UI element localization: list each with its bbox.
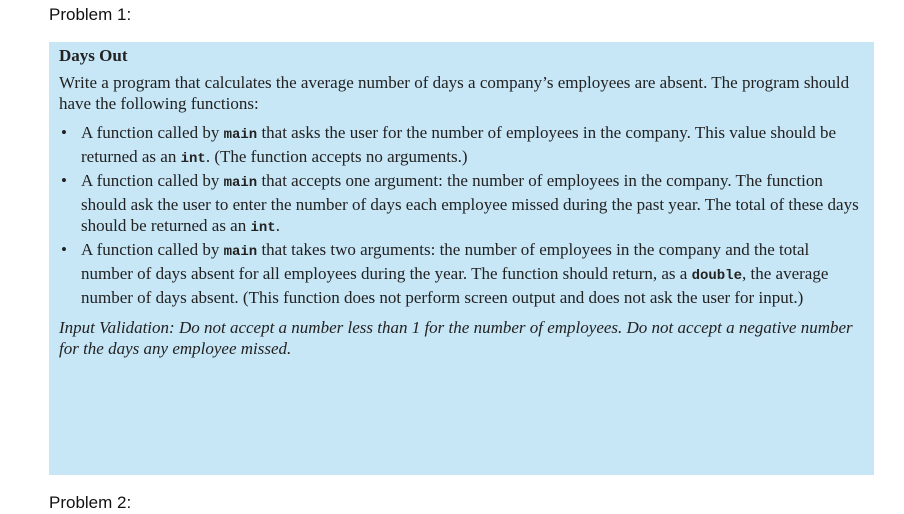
- bullet-text: A function called by: [81, 240, 224, 259]
- bullet-text: that accepts one argument: the number of employees in the company. The function should ask the user to enter the number of days each employee missed during the past year. The total of these days should be returned as an: [81, 171, 859, 235]
- bullet-text: that takes two arguments: the number of employees in the company and the total number of days absent for all employees during the year. The function should return, as a: [81, 240, 810, 283]
- code-term: main: [223, 175, 258, 191]
- problem-intro: Write a program that calculates the average number of days a company’s employees are absent. The program should have the following functions:: [59, 73, 850, 113]
- code-term: main: [223, 127, 258, 143]
- bullet-text: that asks the user for the number of employees in the company. This value should be returned as an: [81, 123, 836, 166]
- requirements-list: [59, 122, 864, 308]
- bullet-icon: •: [61, 123, 67, 142]
- list-item: [59, 170, 864, 239]
- bullet-text: , the average number of days absent. (This function does not perform screen output and does not ask the user for input.): [81, 264, 829, 307]
- code-term: int: [250, 220, 276, 236]
- bullet-icon: •: [61, 171, 67, 190]
- bullet-text: A function called by: [81, 171, 224, 190]
- code-term: double: [691, 268, 742, 284]
- problem-title: Days Out: [59, 46, 128, 65]
- bullet-text: .: [275, 216, 280, 235]
- list-item: [59, 122, 864, 170]
- bullet-text: . (The function accepts no arguments.): [205, 147, 468, 166]
- code-term: main: [223, 244, 258, 260]
- next-problem-heading: Problem 2:: [49, 493, 132, 512]
- bullet-text: A function called by: [81, 123, 224, 142]
- problem-heading: Problem 1:: [49, 5, 132, 24]
- problem-box: [49, 42, 874, 475]
- bullet-icon: •: [61, 240, 67, 259]
- input-validation-note: Input Validation: Do not accept a number less than 1 for the number of employees. Do not accept a negative number for the days any employee missed.: [59, 318, 853, 358]
- code-term: int: [180, 151, 206, 167]
- list-item: [59, 239, 864, 308]
